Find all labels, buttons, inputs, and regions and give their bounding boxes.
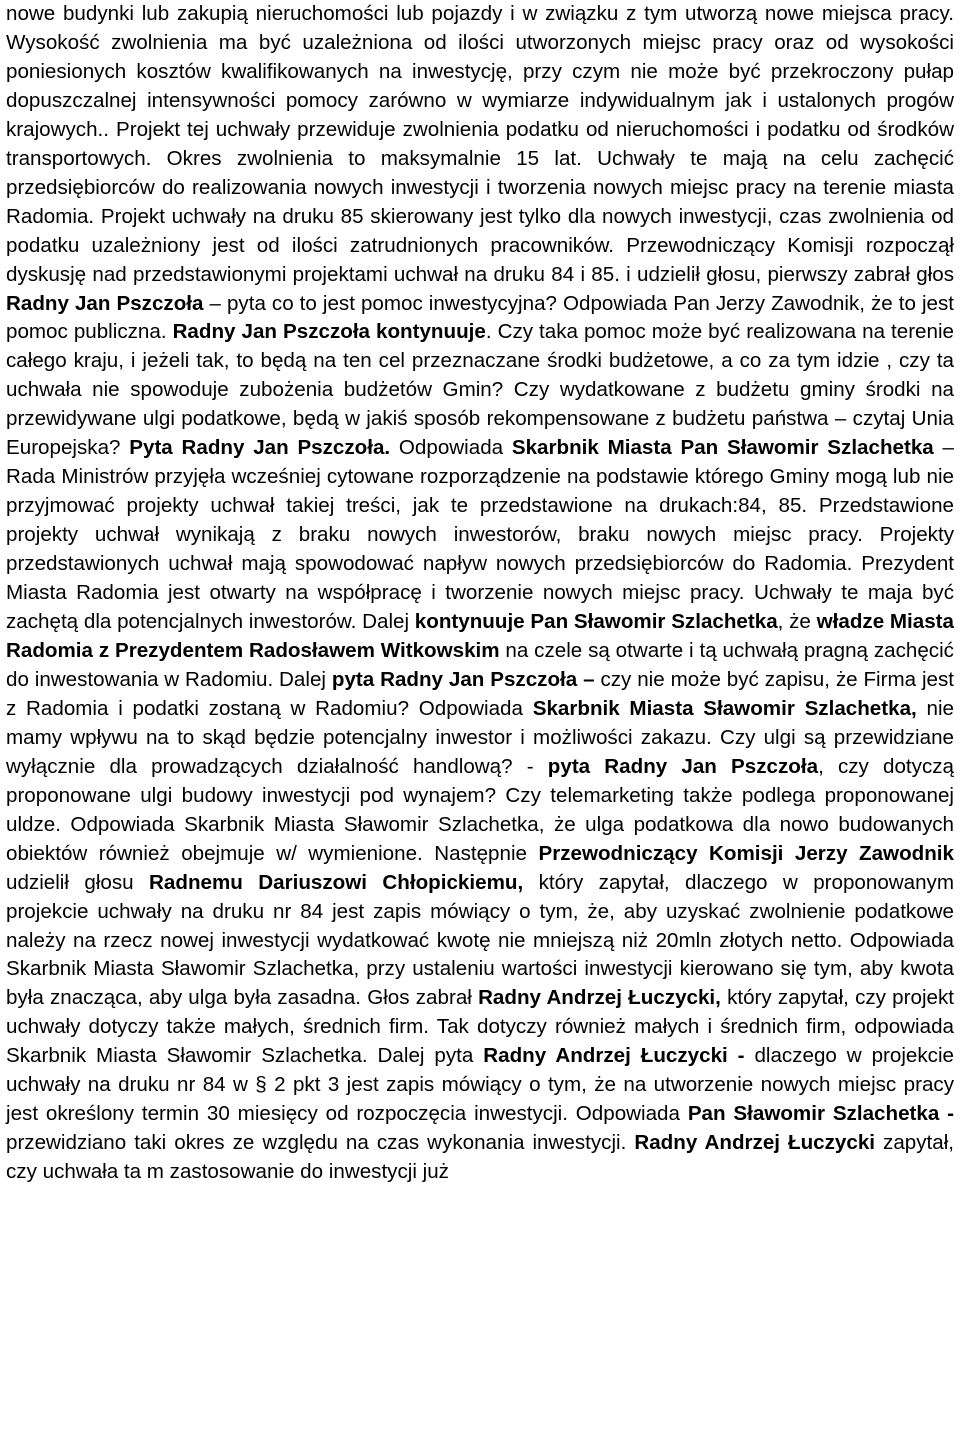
body-paragraph [6,0,954,1187]
text-run: nie mamy wpływu na to skąd będzie potencjalny inwestor i możliwości zakazu. Czy ulgi są przewidziane wyłącznie dla prowadzących działalność handlową? - [6,696,954,778]
speaker-name: Radny Jan Pszczoła [6,291,204,315]
text-run: dlaczego w projekcie uchwały na druku nr 84 w § 2 pkt 3 jest zapis mówiący o tym, że na utworzenie nowych miejsc pracy jest określony termin 30 miesięcy od rozpoczęcia inwestycji. Odpowiada [6,1044,954,1126]
speaker-name: Radny Andrzej Łuczycki [634,1131,876,1155]
text-run: udzielił głosu [6,870,150,894]
speaker-name: Radnemu Dariuszowi Chłopickiemu, [149,870,524,894]
text-run: który zapytał, czy projekt uchwały dotyczy także małych, średnich firm. Tak dotyczy również małych i średnich firm, odpowiada Skarbnik Miasta Sławomir Szlachetka. Dalej pyta [6,986,954,1068]
text-run: , że [777,610,817,634]
text-run: przewidziano taki okres ze względu na czas wykonania inwestycji. [6,1131,635,1155]
speaker-name: pyta Radny Jan Pszczoła – [331,667,595,691]
text-run: czy nie może być zapisu, że Firma jest z Radomia i podatki zostaną w Radomiu? Odpowiada [6,667,955,720]
text-run: , czy dotyczą proponowane ulgi budowy inwestycji pod wynajem? Czy telemarketing także podlega proponowanej uldze. Odpowiada Skarbnik Miasta Sławomir Szlachetka, że ulga podatkowa dla nowo budowanych obiektów również obejmuje w/ wymienione. Następnie [6,754,954,865]
text-run: który zapytał, dlaczego w proponowanym projekcie uchwały na druku nr 84 jest zapis mówiący o tym, że, aby uzyskać zwolnienie podatkowe należy na rzecz nowej inwestycji wydatkować kwotę nie mniejszą niż 20mln złotych netto. Odpowiada Skarbnik Miasta Sławomir Szlachetka, przy ustaleniu wartości inwestycji kierowano się tym, aby kwota była znacząca, aby ulga była zasadna. Głos zabrał [6,870,955,1010]
text-run: . Czy taka pomoc może być realizowana na terenie całego kraju, i jeżeli tak, to będą na ten cel przeznaczane środki budżetowe, a co za tym idzie , czy ta uchwała nie spowoduje zubożenia budżetów Gmin? Czy wydatkowane z budżetu gminy środki na przewidywane ulgi podatkowe, będą w jakiś sposób rekompensowane z budżetu państwa – czytaj Unia Europejska? [6,320,954,460]
speaker-name: władze Miasta Radomia z Prezydentem Radosławem Witkowskim [6,610,954,662]
speaker-name: pyta Radny Jan Pszczoła [547,754,819,778]
text-run: Odpowiada [390,436,512,460]
speaker-name: Radny Jan Pszczoła kontynuuje [172,320,486,344]
speaker-name: Radny Andrzej Łuczycki, [478,986,721,1010]
speaker-name: Radny Andrzej Łuczycki - [483,1044,745,1068]
text-run: zapytał, czy uchwała ta m zastosowanie do inwestycji już [6,1131,954,1184]
speaker-name: Pyta Radny Jan Pszczoła. [129,436,391,460]
text-run: – Rada Ministrów przyjęła wcześniej cytowane rozporządzenie na podstawie którego Gminy mogą lub nie przyjmować projekty uchwał takiej treści, jak te przedstawione na drukach:84, 85. Przedstawione projekty uchwał wynikają z braku nowych inwestorów, braku nowych miejsc pracy. Projekty przedstawionych uchwał mają spowodować napływ nowych przedsiębiorców do Radomia. Prezydent Miasta Radomia jest otwarty na współpracę i tworzenie nowych miejsc pracy. Uchwały te maja być zachętą dla potencjalnych inwestorów. Dalej [6,436,954,634]
speaker-name: Pan Sławomir Szlachetka - [687,1102,954,1126]
text-run: – pyta co to jest pomoc inwestycyjna? Odpowiada Pan Jerzy Zawodnik, że to jest pomoc publiczna. [6,291,955,344]
speaker-name: Skarbnik Miasta Pan Sławomir Szlachetka [511,436,934,460]
speaker-name: kontynuuje Pan Sławomir Szlachetka [414,610,778,634]
text-run: nowe budynki lub zakupią nieruchomości lub pojazdy i w związku z tym utworzą nowe miejsca pracy. Wysokość zwolnienia ma być uzależniona od ilości utworzonych miejsc pracy oraz od wysokości poniesionych kosztów kwalifikowanych na inwestycję, przy czym nie może być przekroczony pułap dopuszczalnej intensywności pomocy zarówno w wymiarze indywidualnym jak i ustalonych progów krajowych.. Projekt tej uchwały przewiduje zwolnienia podatku od nieruchomości i podatku od środków transportowych. Okres zwolnienia to maksymalnie 15 lat. Uchwały te mają na celu zachęcić przedsiębiorców do realizowania nowych inwestycji i tworzenia nowych miejsc pracy na terenie miasta Radomia. Projekt uchwały na druku 85 skierowany jest tylko dla nowych inwestycji, czas zwolnienia od podatku uzależniony jest od ilości zatrudnionych pracowników. Przewodniczący Komisji rozpoczął dyskusję nad przedstawionymi projektami uchwał na druku 84 i 85. i udzielił głosu, pierwszy zabrał głos [6,2,954,286]
speaker-name: Przewodniczący Komisji Jerzy Zawodnik [538,841,954,865]
text-run: na czele są otwarte i tą uchwałą pragną zachęcić do inwestowania w Radomiu. Dalej [6,638,954,691]
speaker-name: Skarbnik Miasta Sławomir Szlachetka, [532,696,917,720]
